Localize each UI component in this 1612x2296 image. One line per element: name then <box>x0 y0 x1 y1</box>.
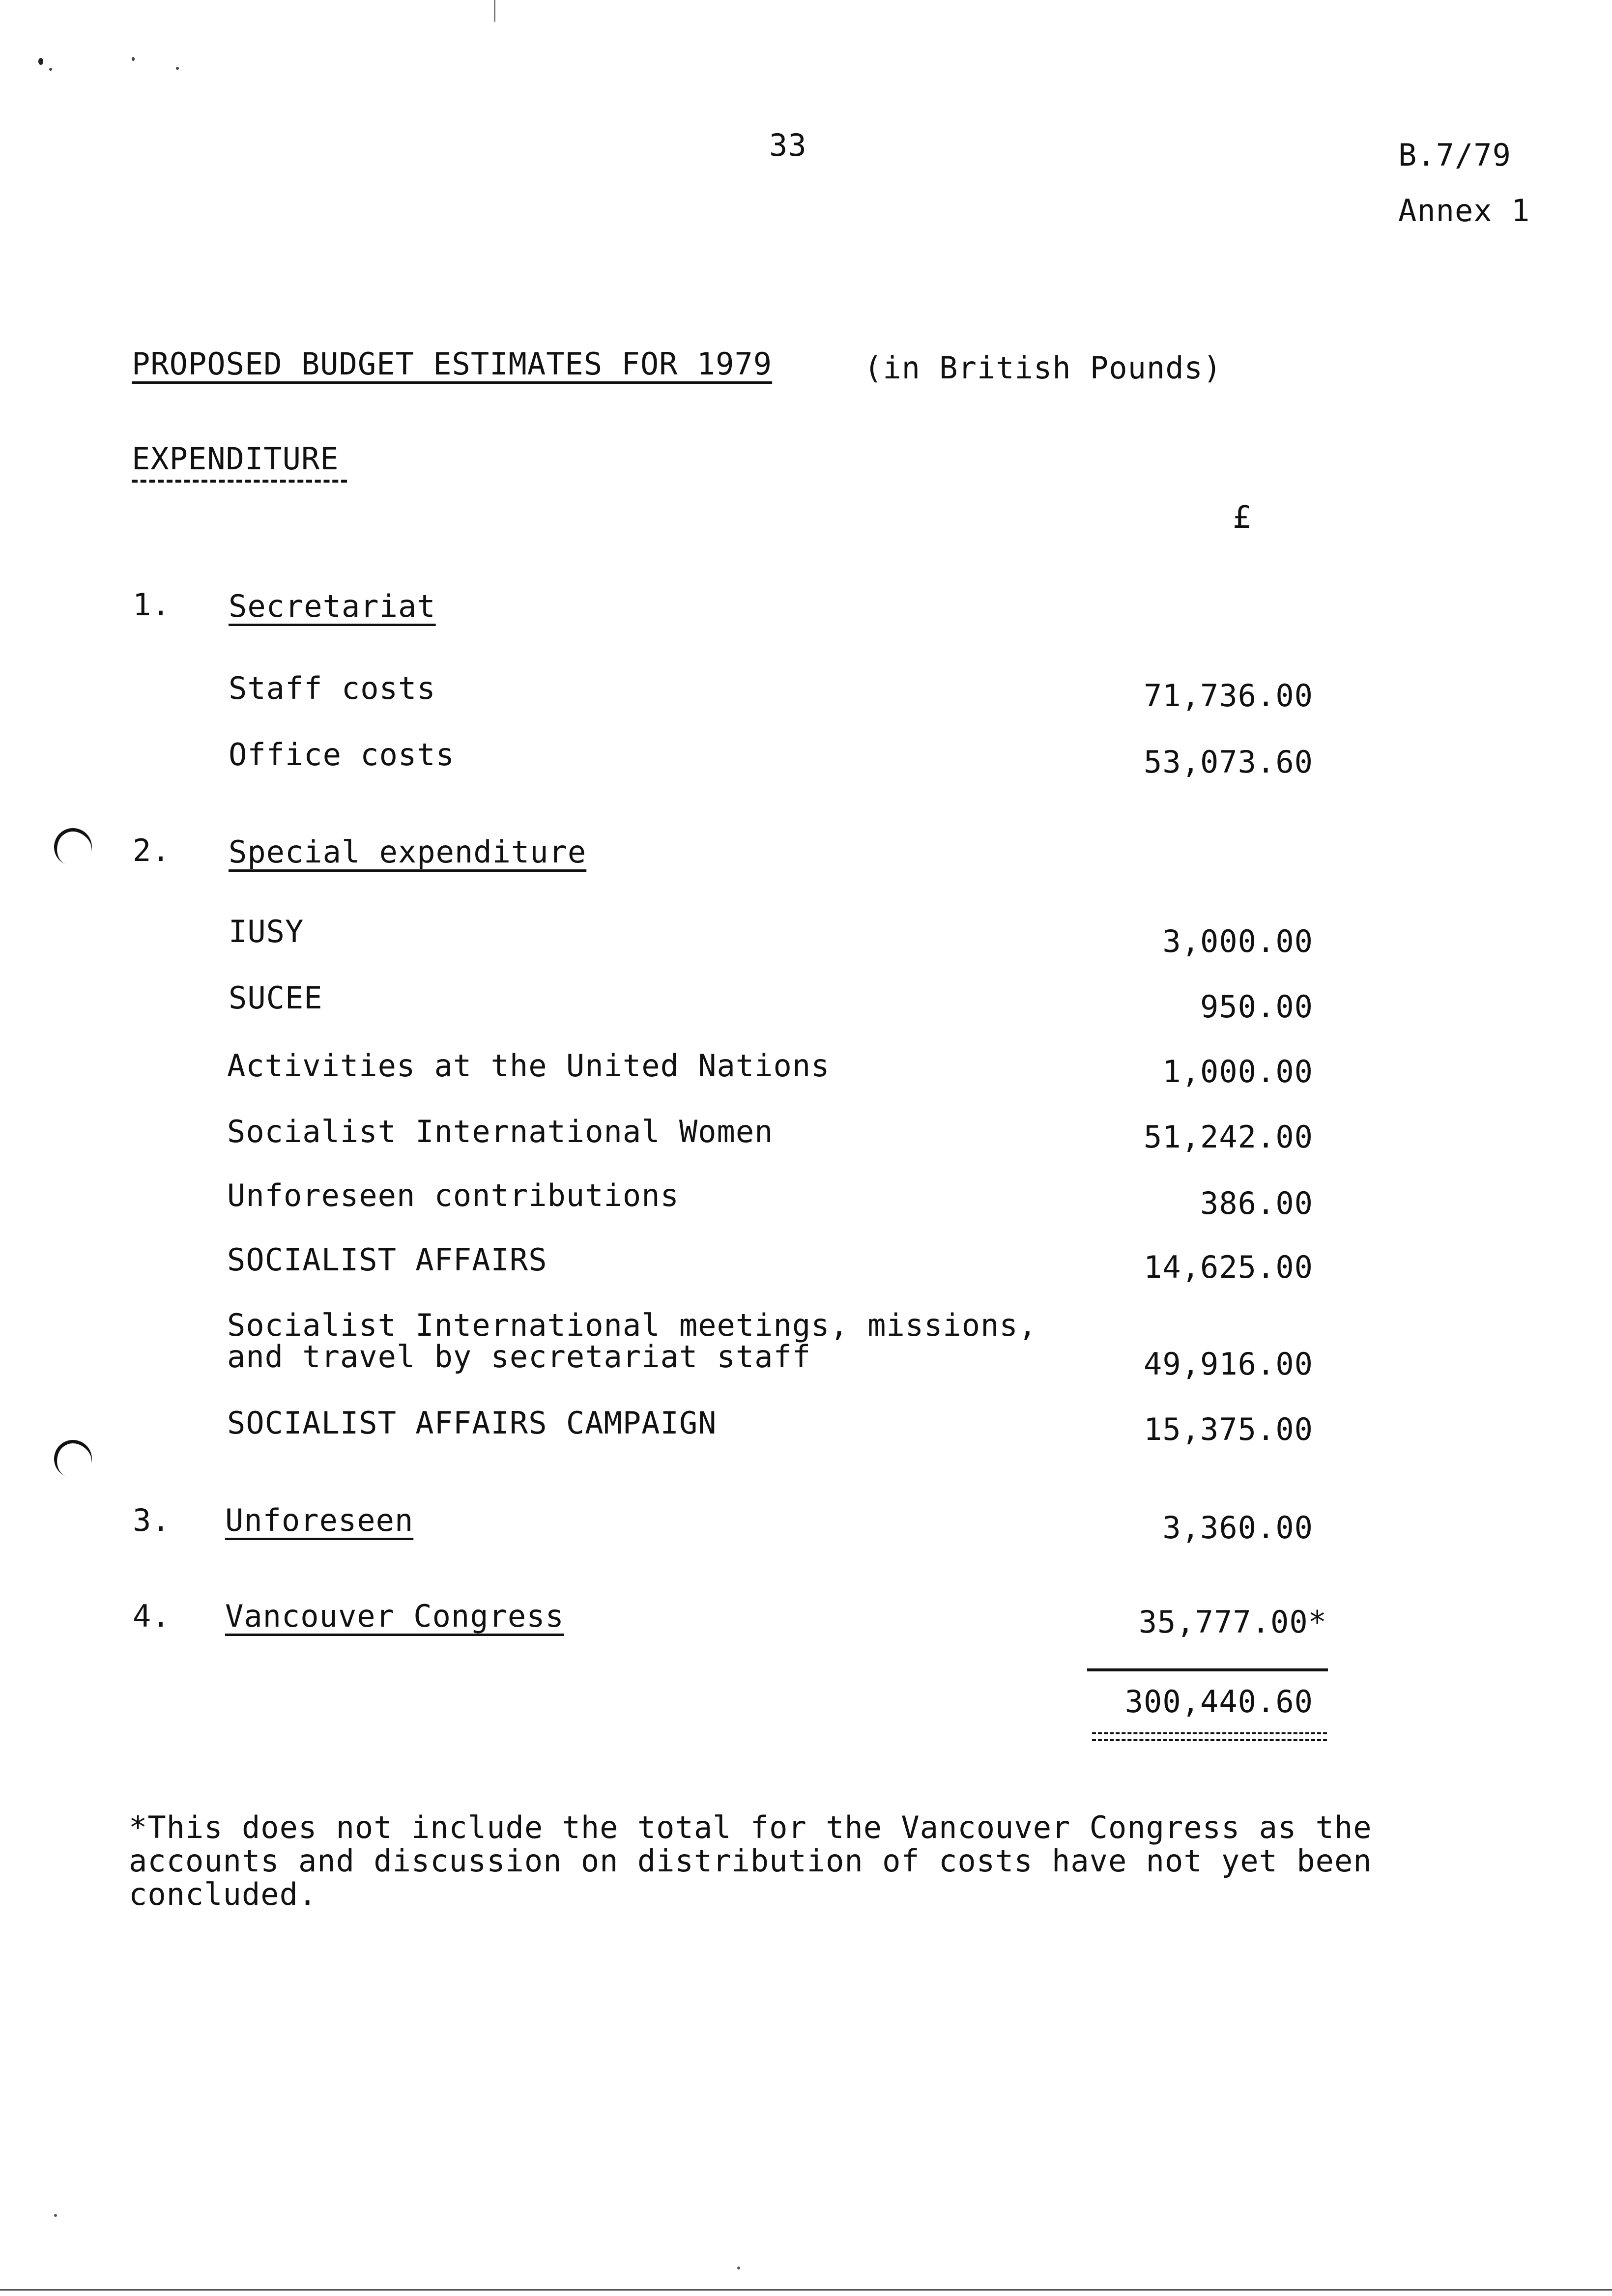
line-item-label: Unforeseen contributions <box>227 1177 679 1213</box>
speck <box>132 57 135 61</box>
line-item-label: Office costs <box>229 737 455 773</box>
section-heading: Special expenditure <box>229 834 587 870</box>
line-item-label: SOCIALIST AFFAIRS CAMPAIGN <box>227 1405 717 1441</box>
line-item-label: Activities at the United Nations <box>227 1048 830 1084</box>
line-item-label: Socialist International meetings, missions, and travel by secretariat staff <box>227 1307 1037 1375</box>
line-item-amount: 49,916.00 <box>1144 1346 1313 1382</box>
line-item-label: SUCEE <box>229 980 323 1016</box>
bottom-edge-line <box>0 2289 1612 2291</box>
total-rule <box>1087 1668 1328 1671</box>
currency-symbol: £ <box>1233 499 1252 535</box>
total-double-underline <box>1092 1732 1327 1741</box>
item-number: 4. <box>133 1598 171 1634</box>
document-reference: B.7/79 <box>1398 137 1511 173</box>
line-item-amount: 3,000.00 <box>1162 923 1313 959</box>
speck <box>737 2267 740 2269</box>
annex-label: Annex 1 <box>1398 193 1530 229</box>
top-edge-mark <box>494 0 495 22</box>
line-item-amount: 950.00 <box>1200 989 1313 1025</box>
document-title: PROPOSED BUDGET ESTIMATES FOR 1979 <box>132 346 773 382</box>
margin-mark <box>49 1435 97 1483</box>
line-item-amount: 1,000.00 <box>1162 1054 1313 1090</box>
line-item-amount: 386.00 <box>1200 1185 1313 1221</box>
margin-mark <box>49 823 97 871</box>
line-item-amount: 35,777.00* <box>1138 1604 1327 1640</box>
currency-note: (in British Pounds) <box>864 350 1222 386</box>
page-number: 33 <box>769 127 807 163</box>
speck <box>49 68 52 71</box>
line-item-amount: 71,736.00 <box>1144 678 1313 714</box>
total-amount: 300,440.60 <box>1124 1684 1313 1720</box>
item-number: 2. <box>133 832 171 868</box>
line-item-label: Socialist International Women <box>227 1114 774 1149</box>
line-item-amount: 53,073.60 <box>1144 744 1313 780</box>
footnote: *This does not include the total for the Vancouver Congress as the accounts and discussion on distribution of costs have not yet been concluded. <box>129 1809 1372 1912</box>
line-item-label: IUSY <box>229 914 304 949</box>
speck <box>38 58 43 65</box>
line-item-label: Staff costs <box>229 670 436 706</box>
section-heading: Vancouver Congress <box>225 1598 564 1634</box>
speck <box>54 2214 57 2217</box>
line-item-label: SOCIALIST AFFAIRS <box>227 1242 547 1278</box>
item-number: 1. <box>133 587 171 623</box>
speck <box>176 67 179 70</box>
section-label-underline <box>132 480 347 483</box>
line-item-amount: 51,242.00 <box>1144 1119 1313 1155</box>
line-item-amount: 14,625.00 <box>1144 1249 1313 1285</box>
section-heading: Unforeseen <box>225 1502 414 1538</box>
item-number: 3. <box>133 1502 171 1538</box>
line-item-amount: 15,375.00 <box>1144 1411 1313 1447</box>
line-item-amount: 3,360.00 <box>1162 1510 1313 1546</box>
section-heading: Secretariat <box>229 588 436 624</box>
section-label: EXPENDITURE <box>132 441 339 477</box>
